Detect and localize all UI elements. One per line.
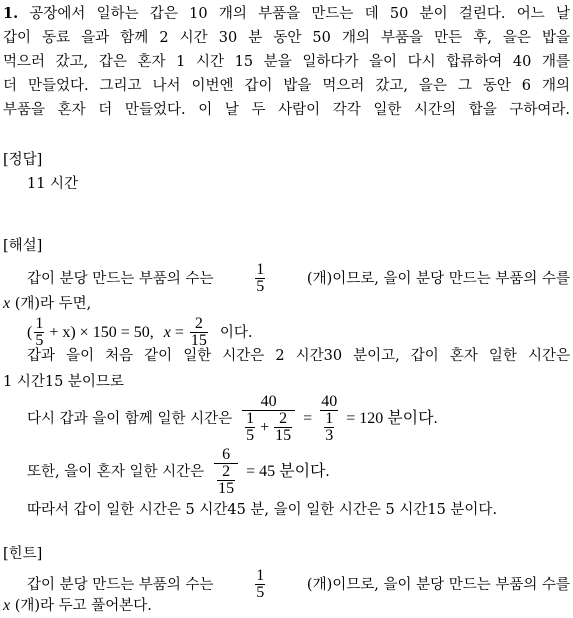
- equation-fraction-one-fifth: [34, 316, 44, 349]
- fraction-numerator: 1: [35, 315, 44, 332]
- solution-p4: [27, 444, 570, 500]
- equation-middle: + x) × 150 = 50,: [49, 323, 154, 341]
- fraction-numerator: 6: [222, 446, 231, 463]
- fraction-two-fifteenths: [217, 464, 235, 497]
- solution-p1-line1: [27, 262, 570, 295]
- fraction-denominator: 15: [190, 332, 207, 349]
- eul-rate-denominator: [214, 464, 238, 497]
- problem-line-3: 먹으러 갔고, 갑은 혼자 1 시간 15 분을 일하다가 을이 다시 합류하여 40 개를: [3, 54, 570, 70]
- problem-line-4: 더 만들었다. 그리고 나서 이번엔 갑이 밥을 먹으러 갔고, 을은 그 동안 6 개의: [3, 78, 570, 94]
- solution-p3: [27, 388, 570, 450]
- variable-x: x: [3, 597, 11, 614]
- solution-equation-1: [27, 316, 570, 349]
- solution-p2-line1: 갑과 을이 처음 같이 일한 시간은 2 시간30 분이고, 갑이 혼자 일한 시간은: [27, 348, 570, 364]
- solution-p2-line2: 1 시간15 분이므로: [3, 374, 124, 390]
- hint-text-a: 갑이 분당 만드는 부품의 수는: [27, 576, 214, 593]
- fraction-numerator: 40: [321, 393, 338, 410]
- hint-line2: [3, 596, 570, 616]
- fraction-denominator: 5: [256, 278, 265, 295]
- hint-line2-text: (개)라 두고 풀어본다.: [14, 598, 152, 614]
- fraction-numerator: 1: [256, 567, 265, 584]
- fraction-numerator: 1: [325, 410, 334, 427]
- plus-sign: +: [260, 418, 270, 436]
- equation-equals: =: [174, 323, 184, 341]
- denominator-fraction-one-fifth: [245, 411, 255, 444]
- hint-heading: [힌트]: [3, 546, 43, 562]
- solution-p4-text: 또한, 을이 혼자 일한 시간은: [27, 464, 205, 480]
- fraction-numerator: 1: [256, 261, 265, 278]
- fraction-two-fifteenths: [190, 316, 208, 349]
- problem-line-5: 부품을 혼자 더 만들었다. 이 날 두 사람이 각각 일한 시간의 합을 구하여라.: [3, 102, 570, 118]
- equals-sign: =: [303, 410, 313, 427]
- fraction-one-third: [324, 411, 334, 444]
- third-denominator: [321, 411, 337, 444]
- fraction-numerator: 1: [246, 410, 255, 427]
- eul-time-fraction: [214, 447, 238, 497]
- fraction-numerator: 2: [279, 410, 288, 427]
- fraction-numerator: 40: [260, 393, 277, 410]
- fraction-forty-over-third: [320, 394, 338, 444]
- solution-p5: 따라서 갑이 일한 시간은 5 시간45 분, 을이 일한 시간은 5 시간15 분이다.: [27, 502, 498, 518]
- solution-heading: [해설]: [3, 238, 43, 254]
- solution-p1-text-b: (개)이므로, 을이 분당 만드는 부품의 수를: [306, 270, 570, 287]
- fraction-denominator: 5: [35, 332, 44, 349]
- problem-text-1: 공장에서 일하는 갑은 10 개의 부품을 만드는 데 50 분이 걸린다. 어느 날: [29, 6, 571, 22]
- solution-p1-line2: [3, 294, 570, 314]
- equation-tail: 이다.: [219, 324, 253, 341]
- solution-p3-text: 다시 갑과 을이 함께 일한 시간은: [27, 411, 233, 427]
- solution-p1-line2-text: (개)라 두면,: [14, 296, 92, 312]
- problem-line-2: 갑이 동료 을과 함께 2 시간 30 분 동안 50 개의 부품을 만든 후, 을은 밥을: [3, 30, 570, 46]
- answer-heading: [정답]: [3, 152, 43, 168]
- denominator-fraction-two-fifteenths: [274, 411, 292, 444]
- hint-text-b: (개)이므로, 을이 분당 만드는 부품의 수를: [306, 576, 570, 593]
- solution-p3-result: = 120 분이다.: [346, 410, 438, 427]
- problem-number: 1.: [3, 5, 19, 22]
- fraction-denominator: 3: [325, 427, 334, 444]
- fraction-numerator: 2: [194, 315, 203, 332]
- combined-time-fraction: [242, 394, 295, 444]
- answer-value: 11 시간: [27, 176, 79, 192]
- fraction-denominator: 15: [275, 427, 292, 444]
- fraction-numerator: 2: [222, 463, 231, 480]
- fraction-denominator: 15: [218, 480, 235, 497]
- solution-p4-result: = 45 분이다.: [246, 463, 330, 480]
- equation-paren: (: [27, 323, 33, 341]
- combined-rate-denominator: [242, 411, 295, 444]
- fraction-denominator: 5: [256, 584, 265, 601]
- fraction-denominator: 5: [246, 427, 255, 444]
- problem-line-1: [3, 4, 570, 24]
- fraction-one-fifth: [255, 262, 265, 295]
- variable-x: x: [3, 295, 11, 312]
- equation-variable-x: x: [163, 323, 171, 341]
- solution-p1-text-a: 갑이 분당 만드는 부품의 수는: [27, 270, 214, 287]
